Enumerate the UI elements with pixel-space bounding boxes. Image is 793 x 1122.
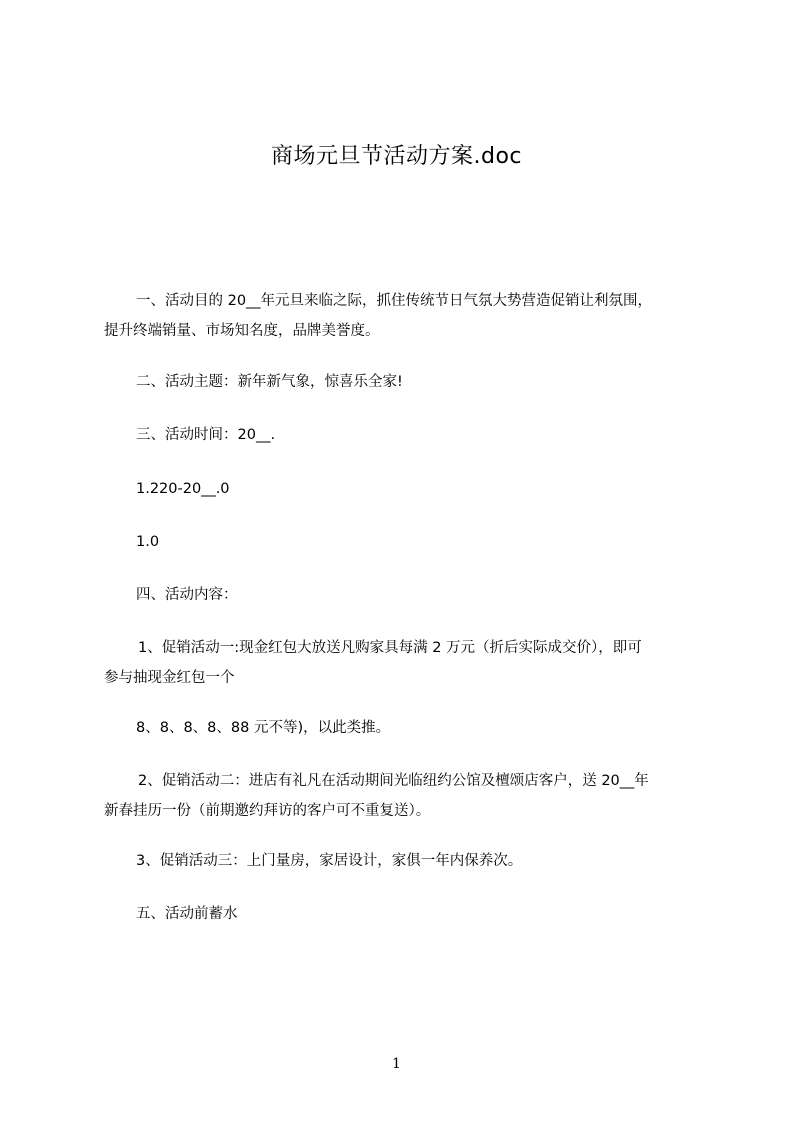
paragraph-line: 一、活动目的 20__年元旦来临之际，抓住传统节日气氛大势营造促销让利氛围，	[136, 293, 653, 309]
paragraph-line: 8、8、8、8、88 元不等)，以此类推。	[136, 720, 391, 736]
page-number: 1	[392, 1056, 401, 1072]
paragraph-line: 提升终端销量、市场知名度，品牌美誉度。	[104, 323, 380, 339]
paragraph-line: 新春挂历一份（前期邀约拜访的客户可不重复送）。	[104, 803, 431, 819]
paragraph-date-value	[104, 527, 704, 557]
paragraph-line: 1.0	[136, 534, 160, 550]
paragraph-pre-activity	[104, 899, 704, 929]
paragraph-promo-one	[104, 633, 704, 693]
paragraph-line: 2、促销活动二：进店有礼凡在活动期间光临纽约公馆及檀颂店客户，送 20__年	[138, 773, 649, 789]
document-title: 商场元旦节活动方案.doc	[270, 144, 522, 169]
paragraph-promo-one-amounts	[104, 713, 704, 743]
paragraph-date-range	[104, 474, 704, 504]
paragraph-purpose	[104, 286, 704, 346]
paragraph-promo-two	[104, 766, 704, 826]
paragraph-line: 1、促销活动一:现金红包大放送凡购家具每满 2 万元（折后实际成交价），即可	[138, 640, 642, 656]
paragraph-content-heading	[104, 580, 704, 610]
paragraph-line: 三、活动时间：20__.	[136, 427, 276, 443]
paragraph-line: 3、促销活动三：上门量房，家居设计，家俱一年内保养次。	[136, 853, 523, 869]
paragraph-promo-three	[104, 846, 704, 876]
paragraph-line: 参与抽现金红包一个	[104, 670, 235, 686]
paragraph-time	[104, 420, 704, 450]
paragraph-line: 1.220-20__.0	[136, 481, 230, 497]
paragraph-line: 四、活动内容：	[136, 587, 238, 603]
paragraph-line: 二、活动主题：新年新气象，惊喜乐全家!	[136, 374, 403, 390]
paragraph-theme	[104, 367, 704, 397]
paragraph-line: 五、活动前蓄水	[136, 906, 238, 922]
